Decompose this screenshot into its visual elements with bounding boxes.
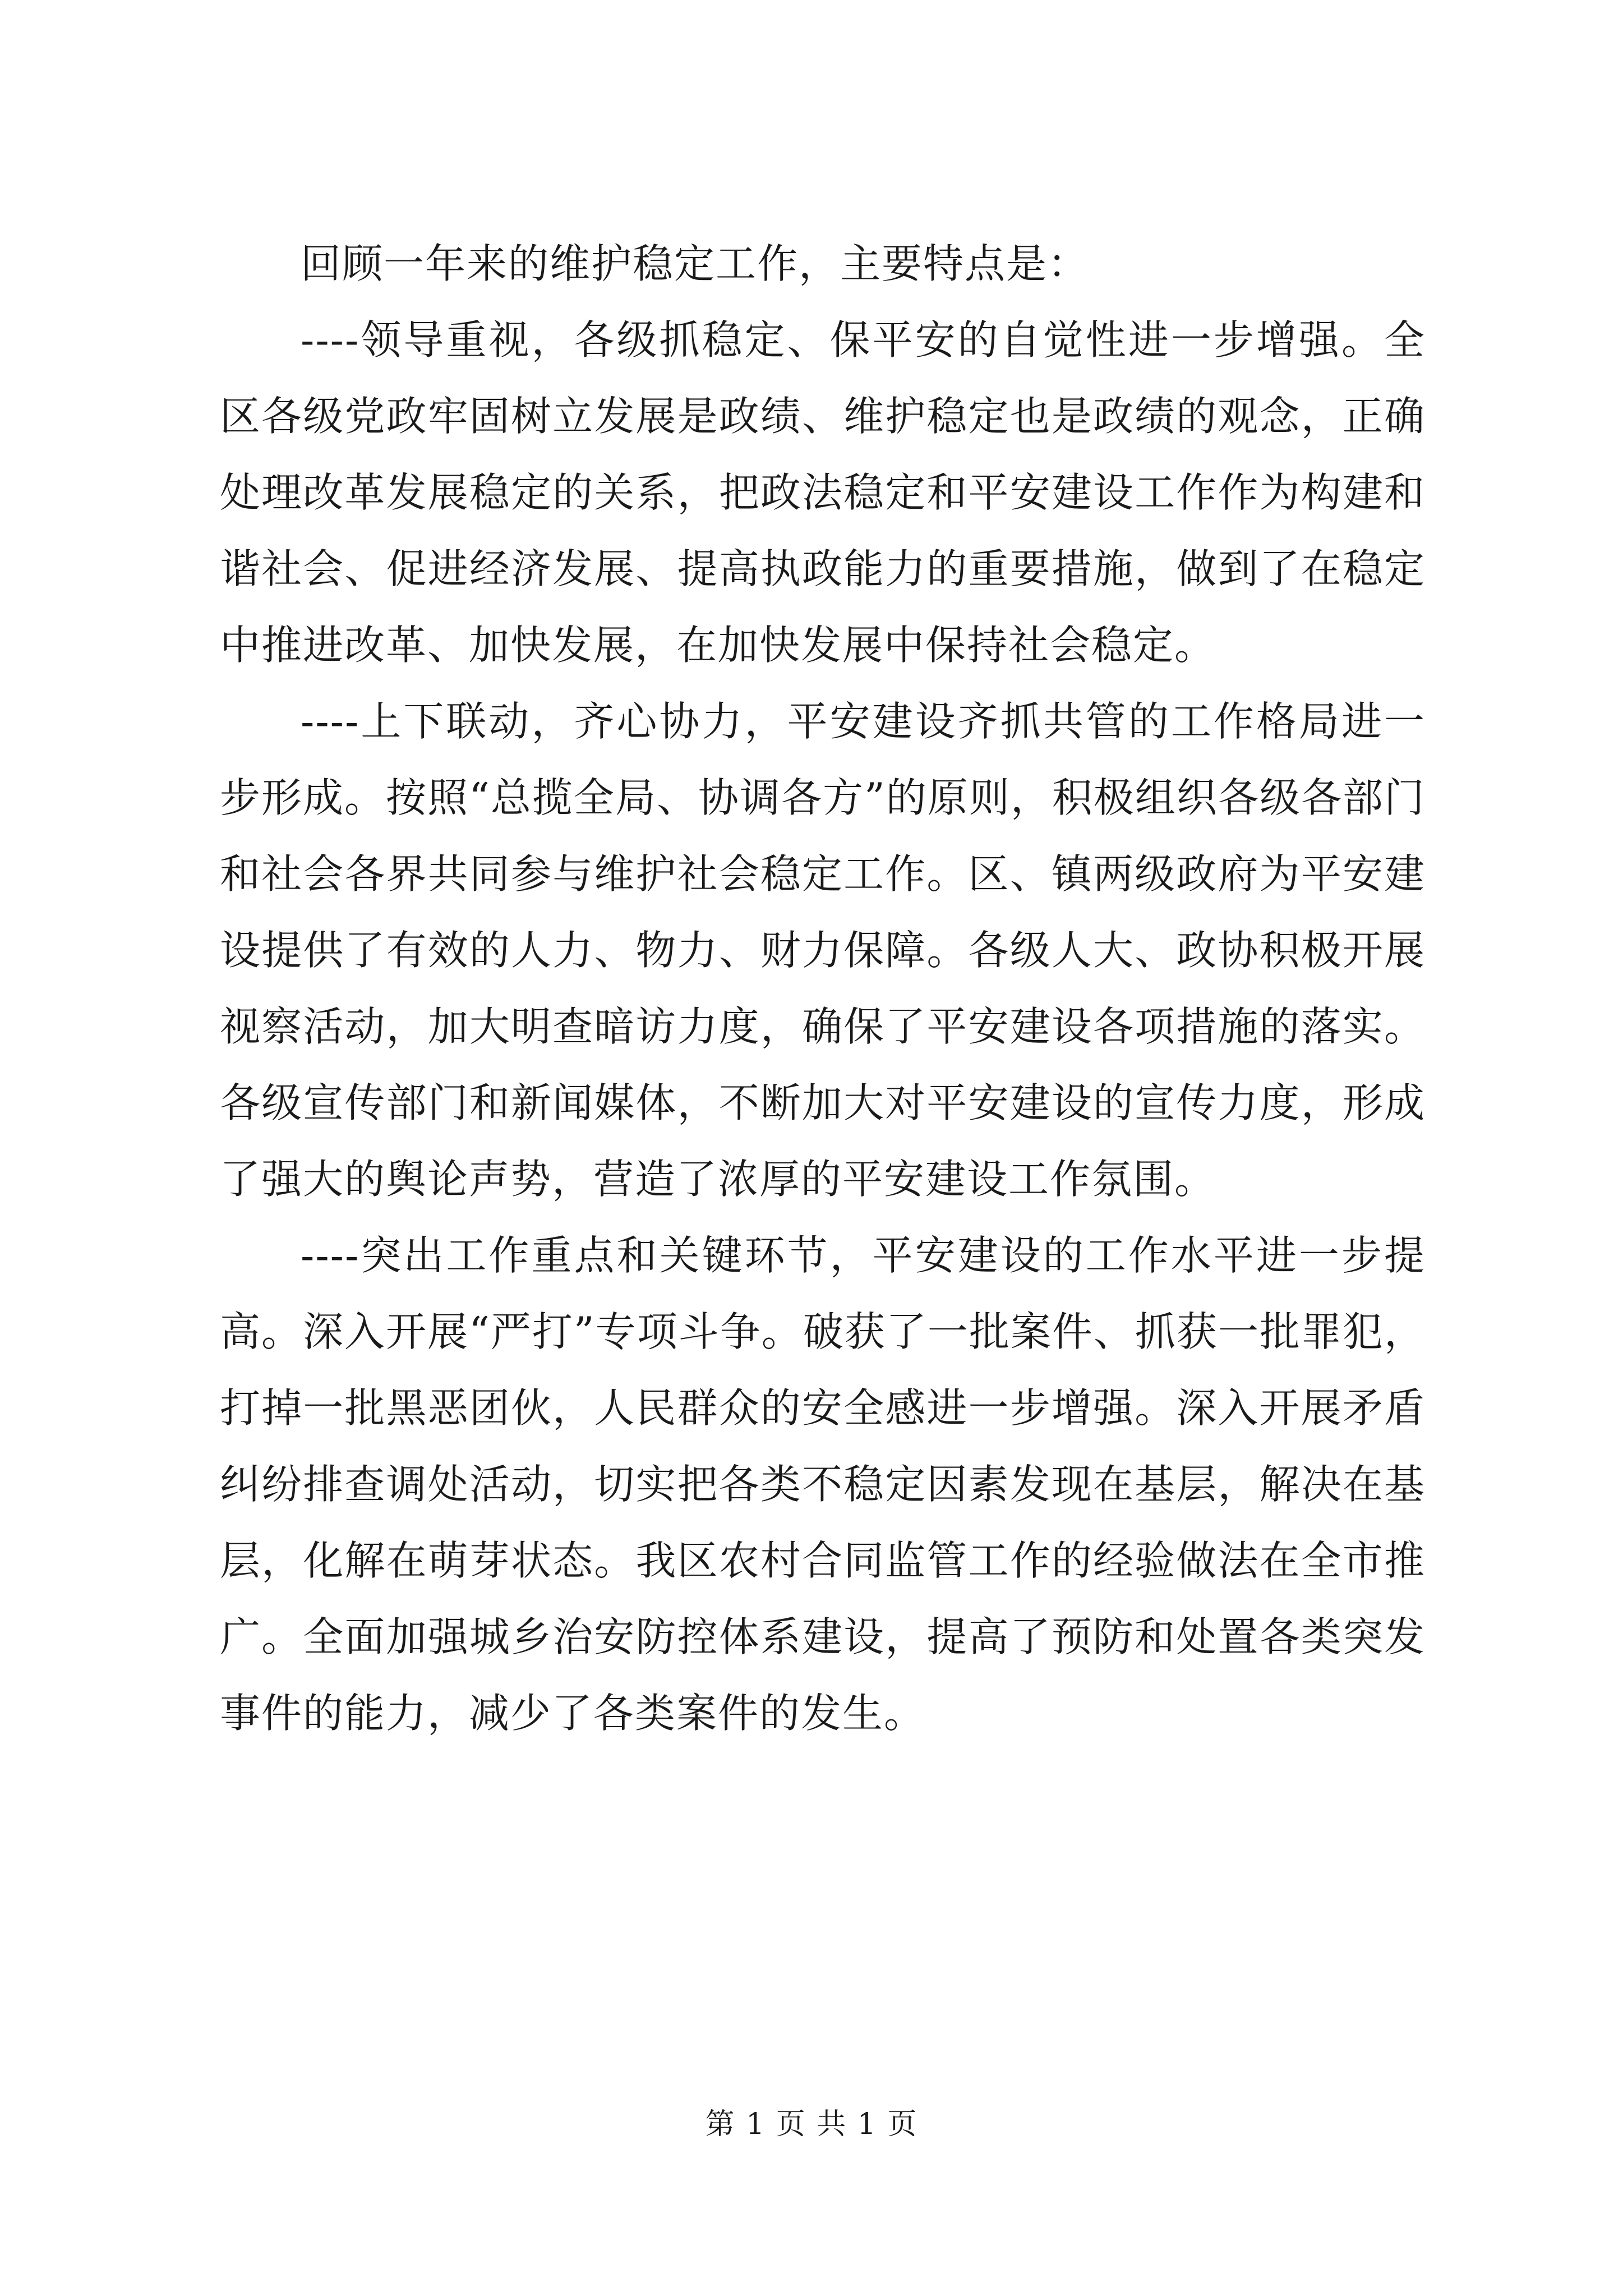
page-number-footer: 第 1 页 共 1 页 [705,2108,918,2141]
document-body [220,226,1426,1751]
paragraph-leadership: ----领导重视，各级抓稳定、保平安的自觉性进一步增强。全区各级党政牢固树立发展是政绩、维护稳定也是政绩的观念，正确处理改革发展稳定的关系，把政法稳定和平安建设工作作为构建和谐社会、促进经济发展、提高执政能力的重要措施，做到了在稳定中推进改革、加快发展，在加快发展中保持社会稳定。 [220,316,1426,669]
paragraph-coordination: ----上下联动，齐心协力，平安建设齐抓共管的工作格局进一步形成。按照“总揽全局、协调各方”的原则，积极组织各级各部门和社会各界共同参与维护社会稳定工作。区、镇两级政府为平安建设提供了有效的人力、物力、财力保障。各级人大、政协积极开展视察活动，加大明查暗访力度，确保了平安建设各项措施的落实。各级宣传部门和新闻媒体，不断加大对平安建设的宣传力度，形成了强大的舆论声势，营造了浓厚的平安建设工作氛围。 [220,698,1426,1203]
paragraph-intro: 回顾一年来的维护稳定工作，主要特点是： [301,240,1090,287]
paragraph-key-work: ----突出工作重点和关键环节，平安建设的工作水平进一步提高。深入开展“严打”专项斗争。破获了一批案件、抓获一批罪犯，打掉一批黑恶团伙，人民群众的安全感进一步增强。深入开展矛盾纠纷排查调处活动，切实把各类不稳定因素发现在基层，解决在基层，化解在萌芽状态。我区农村合同监管工作的经验做法在全市推广。全面加强城乡治安防控体系建设，提高了预防和处置各类突发事件的能力，减少了各类案件的发生。 [220,1232,1426,1737]
